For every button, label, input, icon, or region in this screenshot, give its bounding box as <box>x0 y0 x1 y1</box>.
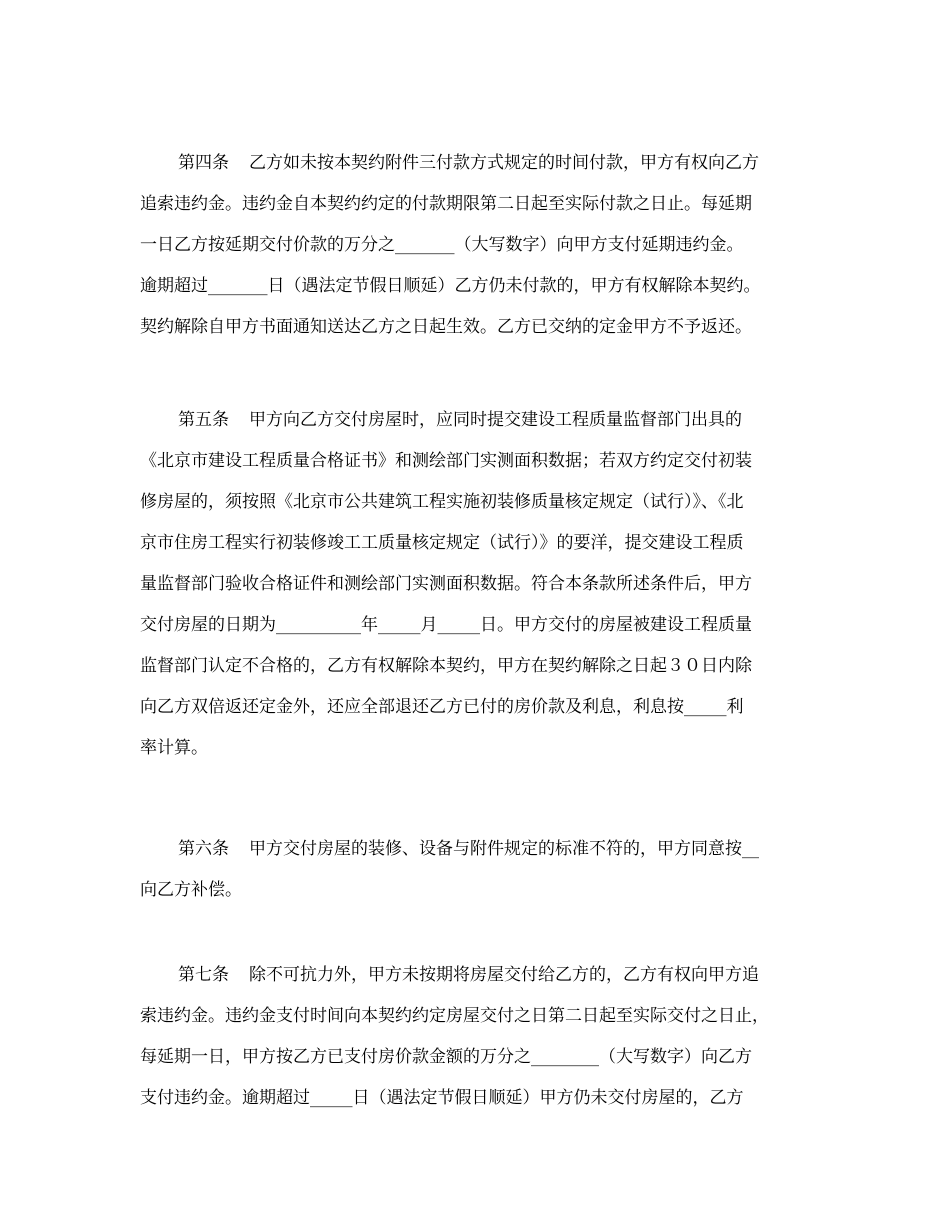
article-line: 监督部门认定不合格的，乙方有权解除本契约，甲方在契约解除之日起３０日内除 <box>140 656 752 676</box>
article-line: 契约解除自甲方书面通知送达乙方之日起生效。乙方已交纳的定金甲方不予返还。 <box>140 317 752 337</box>
article-number: 第七条 <box>178 965 229 985</box>
article-6 <box>140 829 815 911</box>
article-line: 交付房屋的日期为__________年_____月_____日。甲方交付的房屋被建设工程质量 <box>140 615 752 635</box>
article-line: 量监督部门验收合格证件和测绘部门实测面积数据。符合本条款所述条件后，甲方 <box>140 574 752 594</box>
article-line: 追索违约金。违约金自本契约约定的付款期限第二日起至实际付款之日止。每延期 <box>140 194 752 214</box>
article-text: 甲方向乙方交付房屋时，应同时提交建设工程质量监督部门出具的 <box>249 410 742 430</box>
article-line <box>140 955 815 996</box>
article-line: 修房屋的，须按照《北京市公共建筑工程实施初装修质量核定规定（试行）》、《北 <box>140 492 744 512</box>
article-line: 每延期一日，甲方按乙方已支付房价款金额的万分之________（大写数字）向乙方 <box>140 1047 752 1067</box>
article-line: 索违约金。违约金支付时间向本契约约定房屋交付之日第二日起至实际交付之日止， <box>140 1006 769 1026</box>
article-number: 第四条 <box>178 153 229 173</box>
article-line: 率计算。 <box>140 738 208 758</box>
article-line: 支付违约金。逾期超过_____日（遇法定节假日顺延）甲方仍未交付房屋的，乙方 <box>140 1088 744 1108</box>
article-line: 向乙方补偿。 <box>140 880 242 900</box>
article-text: 甲方交付房屋的装修、设备与附件规定的标准不符的，甲方同意按__ <box>249 839 759 859</box>
article-line: 京市住房工程实行初装修竣工工质量核定规定（试行）》的要洋，提交建设工程质 <box>140 533 744 553</box>
article-5 <box>140 400 815 769</box>
article-7 <box>140 955 815 1119</box>
article-4 <box>140 143 815 348</box>
article-number: 第六条 <box>178 839 229 859</box>
article-line <box>140 143 815 184</box>
article-text: 除不可抗力外，甲方未按期将房屋交付给乙方的，乙方有权向甲方追 <box>249 965 759 985</box>
article-line <box>140 829 815 870</box>
article-line: 一日乙方按延期交付价款的万分之_______（大写数字）向甲方支付延期违约金。 <box>140 235 744 255</box>
article-line <box>140 400 815 441</box>
article-line: 逾期超过_______日（遇法定节假日顺延）乙方仍未付款的，甲方有权解除本契约。 <box>140 276 761 296</box>
article-line: 《北京市建设工程质量合格证书》和测绘部门实测面积数据；若双方约定交付初装 <box>140 451 752 471</box>
article-number: 第五条 <box>178 410 229 430</box>
article-text: 乙方如未按本契约附件三付款方式规定的时间付款，甲方有权向乙方 <box>249 153 759 173</box>
article-line: 向乙方双倍返还定金外，还应全部退还乙方已付的房价款及利息，利息按_____利 <box>140 697 744 717</box>
